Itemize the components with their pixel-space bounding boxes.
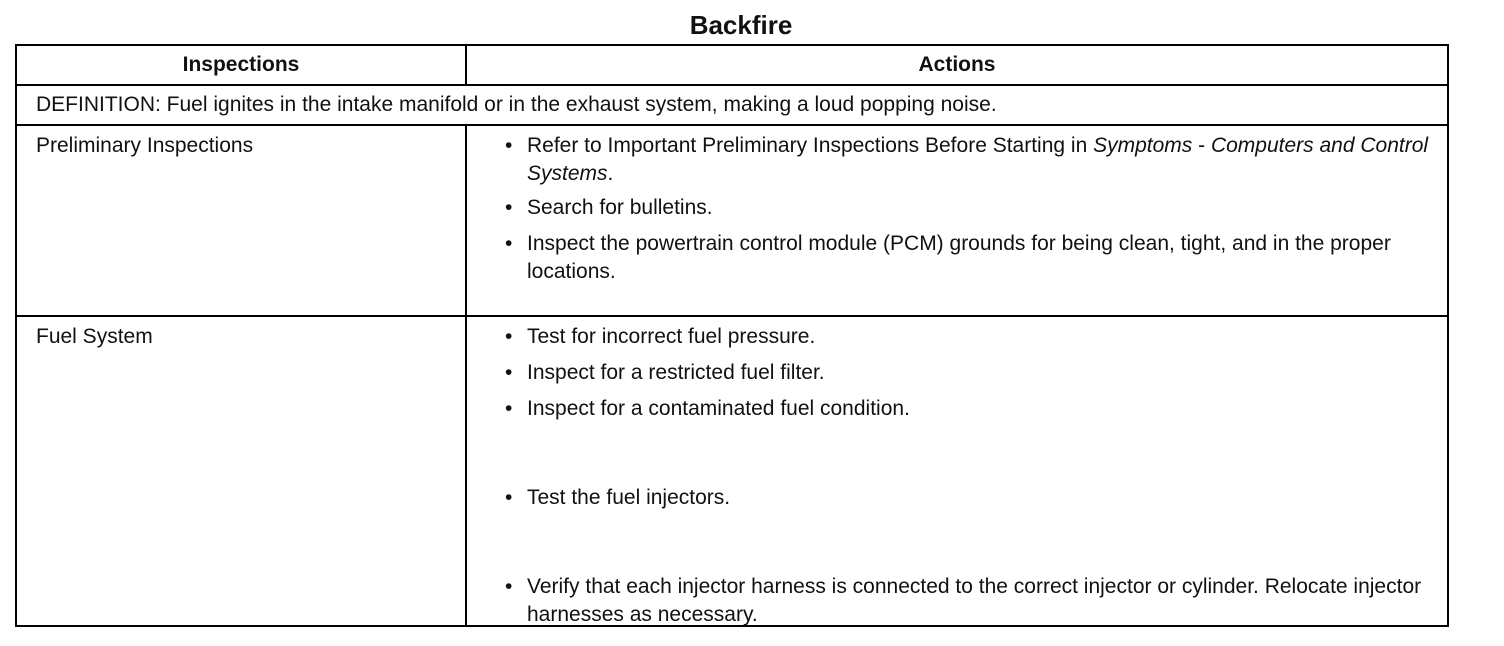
list-item bbox=[499, 573, 1435, 629]
action-text bbox=[527, 132, 1435, 188]
table-row bbox=[17, 317, 1447, 627]
list-item bbox=[499, 359, 1435, 387]
definition-row bbox=[17, 86, 1447, 126]
definition-text: DEFINITION: Fuel ignites in the intake manifold or in the exhaust system, making a loud popping noise. bbox=[36, 93, 997, 116]
bullet-icon: • bbox=[505, 486, 513, 509]
list-item bbox=[499, 194, 1435, 222]
action-text: Inspect the powertrain control module (PCM) grounds for being clean, tight, and in the proper locations. bbox=[527, 232, 1391, 283]
bullet-icon: • bbox=[505, 325, 513, 348]
column-header-inspections: Inspections bbox=[17, 46, 467, 84]
action-text: Verify that each injector harness is connected to the correct injector or cylinder. Relocate injector harnesses as necessary. bbox=[527, 575, 1422, 626]
inspection-cell bbox=[17, 126, 467, 315]
action-text-part: Refer to Important Preliminary Inspections Before Starting in bbox=[527, 134, 1094, 157]
list-item bbox=[499, 395, 1435, 423]
bullet-icon: • bbox=[505, 575, 513, 598]
list-item bbox=[499, 484, 1435, 512]
action-text: Test the fuel injectors. bbox=[527, 486, 731, 509]
bullet-icon: • bbox=[505, 397, 513, 420]
list-item bbox=[499, 323, 1435, 351]
action-text: Test for incorrect fuel pressure. bbox=[527, 325, 816, 348]
action-text: Search for bulletins. bbox=[527, 196, 713, 219]
action-text: Inspect for a restricted fuel filter. bbox=[527, 361, 825, 384]
action-text-italic: Symptoms bbox=[1093, 134, 1193, 157]
bullet-icon: • bbox=[505, 361, 513, 384]
action-text: Inspect for a contaminated fuel condition. bbox=[527, 397, 910, 420]
action-text-part: - bbox=[1192, 134, 1211, 157]
action-text-italic: Computers and Control Systems bbox=[527, 134, 1429, 185]
inspection-label: Preliminary Inspections bbox=[36, 134, 254, 157]
bullet-icon: • bbox=[505, 134, 513, 157]
table-row bbox=[17, 126, 1447, 317]
list-item bbox=[499, 132, 1435, 188]
bullet-icon: • bbox=[505, 232, 513, 255]
actions-cell bbox=[467, 317, 1447, 627]
inspection-label: Fuel System bbox=[36, 325, 153, 348]
action-text-part: . bbox=[607, 162, 614, 185]
table-header-row bbox=[17, 46, 1447, 86]
document-title: Backfire bbox=[689, 10, 793, 40]
bullet-icon: • bbox=[505, 196, 513, 219]
list-item bbox=[499, 230, 1435, 286]
inspection-cell bbox=[17, 317, 467, 627]
backfire-table bbox=[15, 44, 1449, 627]
column-header-actions: Actions bbox=[918, 53, 996, 76]
actions-cell bbox=[467, 126, 1447, 315]
